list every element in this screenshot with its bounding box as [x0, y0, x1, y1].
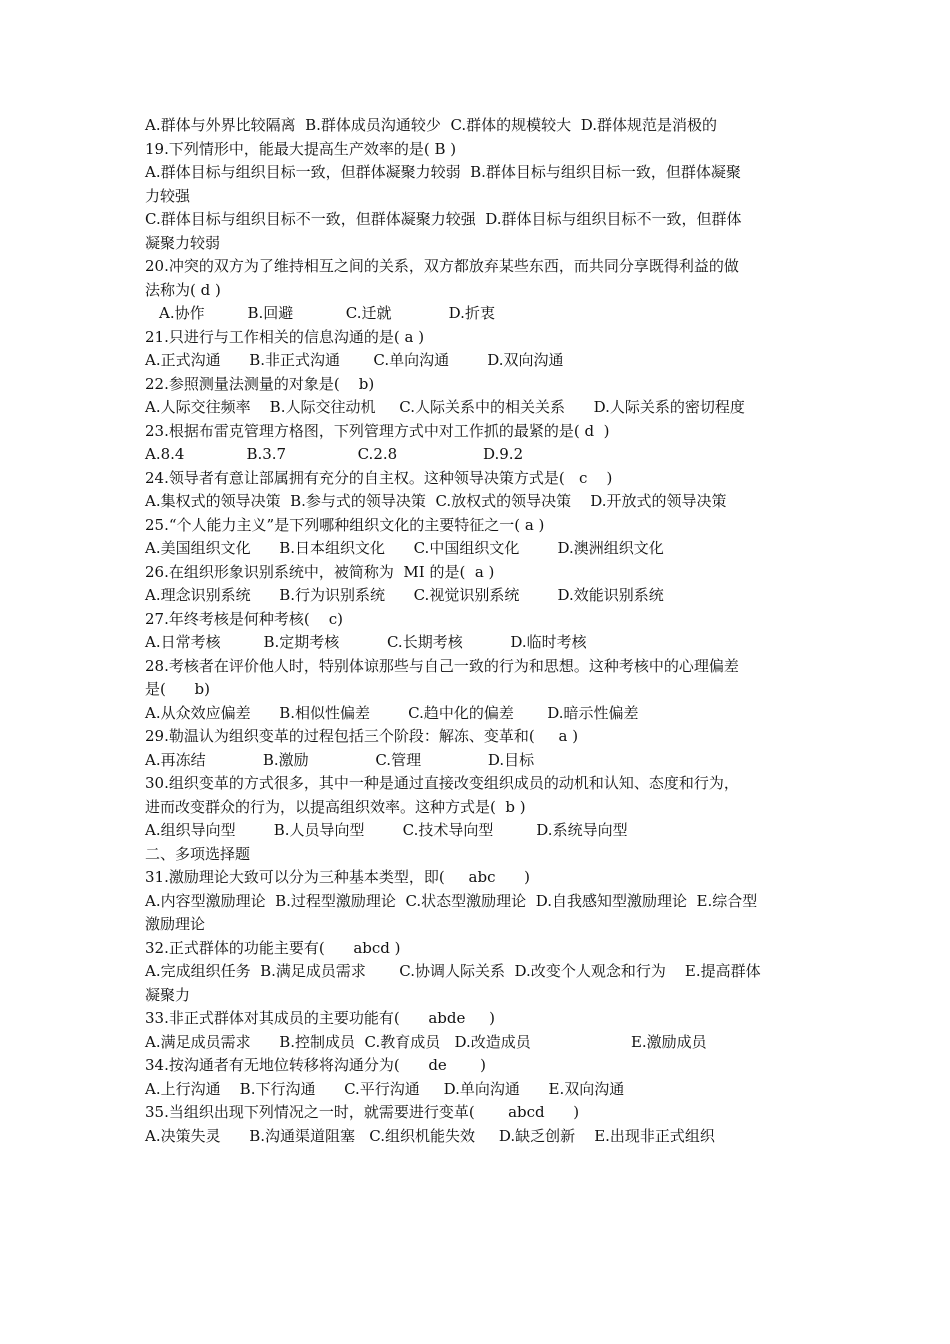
- text-line: A.理念识别系统 B.行为识别系统 C.视觉识别系统 D.效能识别系统: [145, 586, 664, 604]
- question-27: 27.年终考核是何种考核( c): [145, 609, 344, 628]
- question-22: 22.参照测量法测量的对象是( b): [145, 374, 375, 393]
- question-32: 32.正式群体的功能主要有( abcd ): [145, 938, 401, 957]
- question-34: 34.按沟通者有无地位转移将沟通分为( de ): [145, 1056, 487, 1074]
- text-line: 凝聚力: [145, 985, 191, 1004]
- text-line: A.人际交往频率 B.人际交往动机 C.人际关系中的相关关系 D.人际关系的密切程度: [145, 398, 745, 416]
- question-30: 30.组织变革的方式很多，其中一种是通过直接改变组织成员的动机和认知、态度和行为，: [145, 774, 739, 792]
- text-line: A.集权式的领导决策 B.参与式的领导决策 C.放权式的领导决策 D.开放式的领导决策: [145, 492, 727, 510]
- section-heading: 二、多项选择题: [145, 844, 251, 863]
- text-line: A.上行沟通 B.下行沟通 C.平行沟通 D.单向沟通 E.双向沟通: [145, 1079, 625, 1098]
- text-line: A.再冻结 B.激励 C.管理 D.目标: [145, 750, 535, 769]
- question-31: 31.激励理论大致可以分为三种基本类型，即( abc ): [145, 868, 530, 886]
- text-line: A.决策失灵 B.沟通渠道阻塞 C.组织机能失效 D.缺乏创新 E.出现非正式组织: [145, 1126, 715, 1145]
- text-line: A.群体与外界比较隔离 B.群体成员沟通较少 C.群体的规模较大 D.群体规范是消极的: [145, 116, 717, 134]
- question-23: 23.根据布雷克管理方格图，下列管理方式中对工作抓的最紧的是( d ): [145, 421, 610, 440]
- text-line: A.组织导向型 B.人员导向型 C.技术导向型 D.系统导向型: [145, 821, 628, 839]
- question-35: 35.当组织出现下列情况之一时，就需要进行变革( abcd ): [145, 1103, 580, 1121]
- question-29: 29.勒温认为组织变革的过程包括三个阶段：解冻、变革和( a ): [145, 727, 579, 745]
- text-line: 力较强: [145, 186, 191, 205]
- text-line: 凝聚力较弱: [145, 233, 221, 252]
- question-33: 33.非正式群体对其成员的主要功能有( abde ): [145, 1009, 496, 1027]
- text-line: 是( b): [145, 680, 210, 698]
- question-21: 21.只进行与工作相关的信息沟通的是( a ): [145, 327, 425, 346]
- text-line: A.完成组织任务 B.满足成员需求 C.协调人际关系 D.改变个人观念和行为 E.提高群体: [145, 962, 761, 980]
- text-line: A.满足成员需求 B.控制成员 C.教育成员 D.改造成员 E.激励成员: [145, 1032, 707, 1051]
- text-line: 进而改变群众的行为，以提高组织效率。这种方式是( b ): [145, 797, 526, 816]
- text-line: A.群体目标与组织目标一致，但群体凝聚力较弱 B.群体目标与组织目标一致，但群体凝聚: [145, 163, 741, 181]
- text-line: A.协作 B.回避 C.迁就 D.折衷: [159, 304, 495, 322]
- question-20: 20.冲突的双方为了维持相互之间的关系，双方都放弃某些东西，而共同分享既得利益的做: [145, 257, 739, 275]
- text-line: 法称为( d ): [145, 280, 221, 299]
- text-line: A.日常考核 B.定期考核 C.长期考核 D.临时考核: [145, 633, 587, 651]
- text-line: A.8.4 B.3.7 C.2.8 D.9.2: [145, 445, 524, 463]
- text-line: C.群体目标与组织目标不一致，但群体凝聚力较强 D.群体目标与组织目标不一致，但群体: [145, 210, 742, 228]
- text-line: A.正式沟通 B.非正式沟通 C.单向沟通 D.双向沟通: [145, 351, 564, 369]
- question-28: 28.考核者在评价他人时，特别体谅那些与自己一致的行为和思想。这种考核中的心理偏差: [145, 656, 739, 675]
- question-25: 25.“个人能力主义”是下列哪种组织文化的主要特征之一( a ): [145, 515, 545, 534]
- text-line: A.从众效应偏差 B.相似性偏差 C.趋中化的偏差 D.暗示性偏差: [145, 703, 639, 722]
- question-24: 24.领导者有意让部属拥有充分的自主权。这种领导决策方式是( c ): [145, 468, 613, 487]
- question-26: 26.在组织形象识别系统中，被简称为 MI 的是( a ): [145, 562, 495, 581]
- text-line: 激励理论: [145, 915, 206, 933]
- document-page: [145, 114, 815, 1148]
- text-line: A.内容型激励理论 B.过程型激励理论 C.状态型激励理论 D.自我感知型激励理论 E.综合型: [145, 891, 758, 910]
- text-line: A.美国组织文化 B.日本组织文化 C.中国组织文化 D.澳洲组织文化: [145, 539, 664, 557]
- question-19: 19.下列情形中，能最大提高生产效率的是( B ): [145, 139, 457, 158]
